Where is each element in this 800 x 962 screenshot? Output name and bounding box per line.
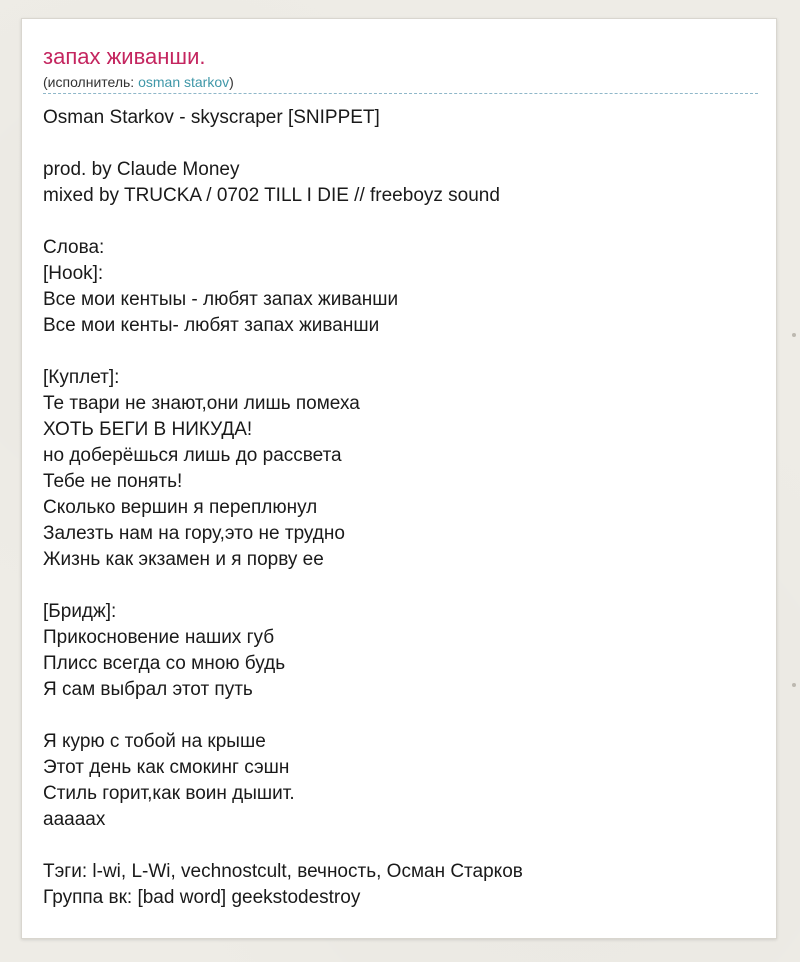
lyrics-line: Залезть нам на гору,это не трудно (43, 523, 345, 544)
song-title: запах живанши. (43, 44, 206, 69)
lyrics-line (43, 703, 758, 729)
lyrics-line: ХОТЬ БЕГИ В НИКУДА! (43, 419, 253, 440)
lyrics-card (21, 18, 777, 939)
lyrics-line: Тебе не понять! (43, 471, 183, 492)
lyrics-line: Прикосновение наших губ (43, 627, 275, 648)
lyrics-line: Этот день как смокинг сэшн (43, 757, 290, 778)
artist-line (43, 73, 758, 94)
artist-prefix: (исполнитель: (43, 74, 139, 90)
lyrics-line: Я сам выбрал этот путь (43, 679, 253, 700)
lyrics-line: Плисс всегда со мною будь (43, 653, 286, 674)
background-speck (792, 683, 796, 687)
lyrics-line (43, 339, 758, 365)
group-line: Группа вк: [bad word] geekstodestroy (43, 887, 361, 908)
lyrics-line (43, 833, 758, 859)
lyrics-line (43, 131, 758, 157)
lyrics-line: [Hook]: (43, 263, 104, 284)
lyrics-line: [Куплет]: (43, 367, 120, 388)
background-speck (792, 333, 796, 337)
lyrics-line: [Бридж]: (43, 601, 117, 622)
artist-suffix: ) (229, 74, 234, 90)
lyrics-line: Стиль горит,как воин дышит. (43, 783, 295, 804)
lyrics-line (43, 573, 758, 599)
lyrics-line: Слова: (43, 237, 105, 258)
lyrics-line: prod. by Claude Money (43, 159, 240, 180)
lyrics-line: Osman Starkov - skyscraper [SNIPPET] (43, 107, 380, 128)
lyrics-body (43, 105, 758, 911)
lyrics-line: аааааx (43, 809, 106, 830)
lyrics-line: но доберёшься лишь до рассвета (43, 445, 342, 466)
artist-link[interactable]: osman starkov (138, 74, 230, 90)
tags-line: Тэги: l-wi, L-Wi, vechnostcult, вечность, Осман Старков (43, 861, 523, 882)
lyrics-line: Все мои кенты- любят запах живанши (43, 315, 380, 336)
lyrics-line: Жизнь как экзамен и я порву ее (43, 549, 324, 570)
lyrics-line: Те твари не знают,они лишь помеха (43, 393, 360, 414)
lyrics-line (43, 209, 758, 235)
lyrics-line: Я курю с тобой на крыше (43, 731, 266, 752)
lyrics-line: mixed by TRUCKA / 0702 TILL I DIE // freeboyz sound (43, 185, 500, 206)
lyrics-line: Все мои кентыы - любят запах живанши (43, 289, 399, 310)
lyrics-line: Сколько вершин я переплюнул (43, 497, 318, 518)
